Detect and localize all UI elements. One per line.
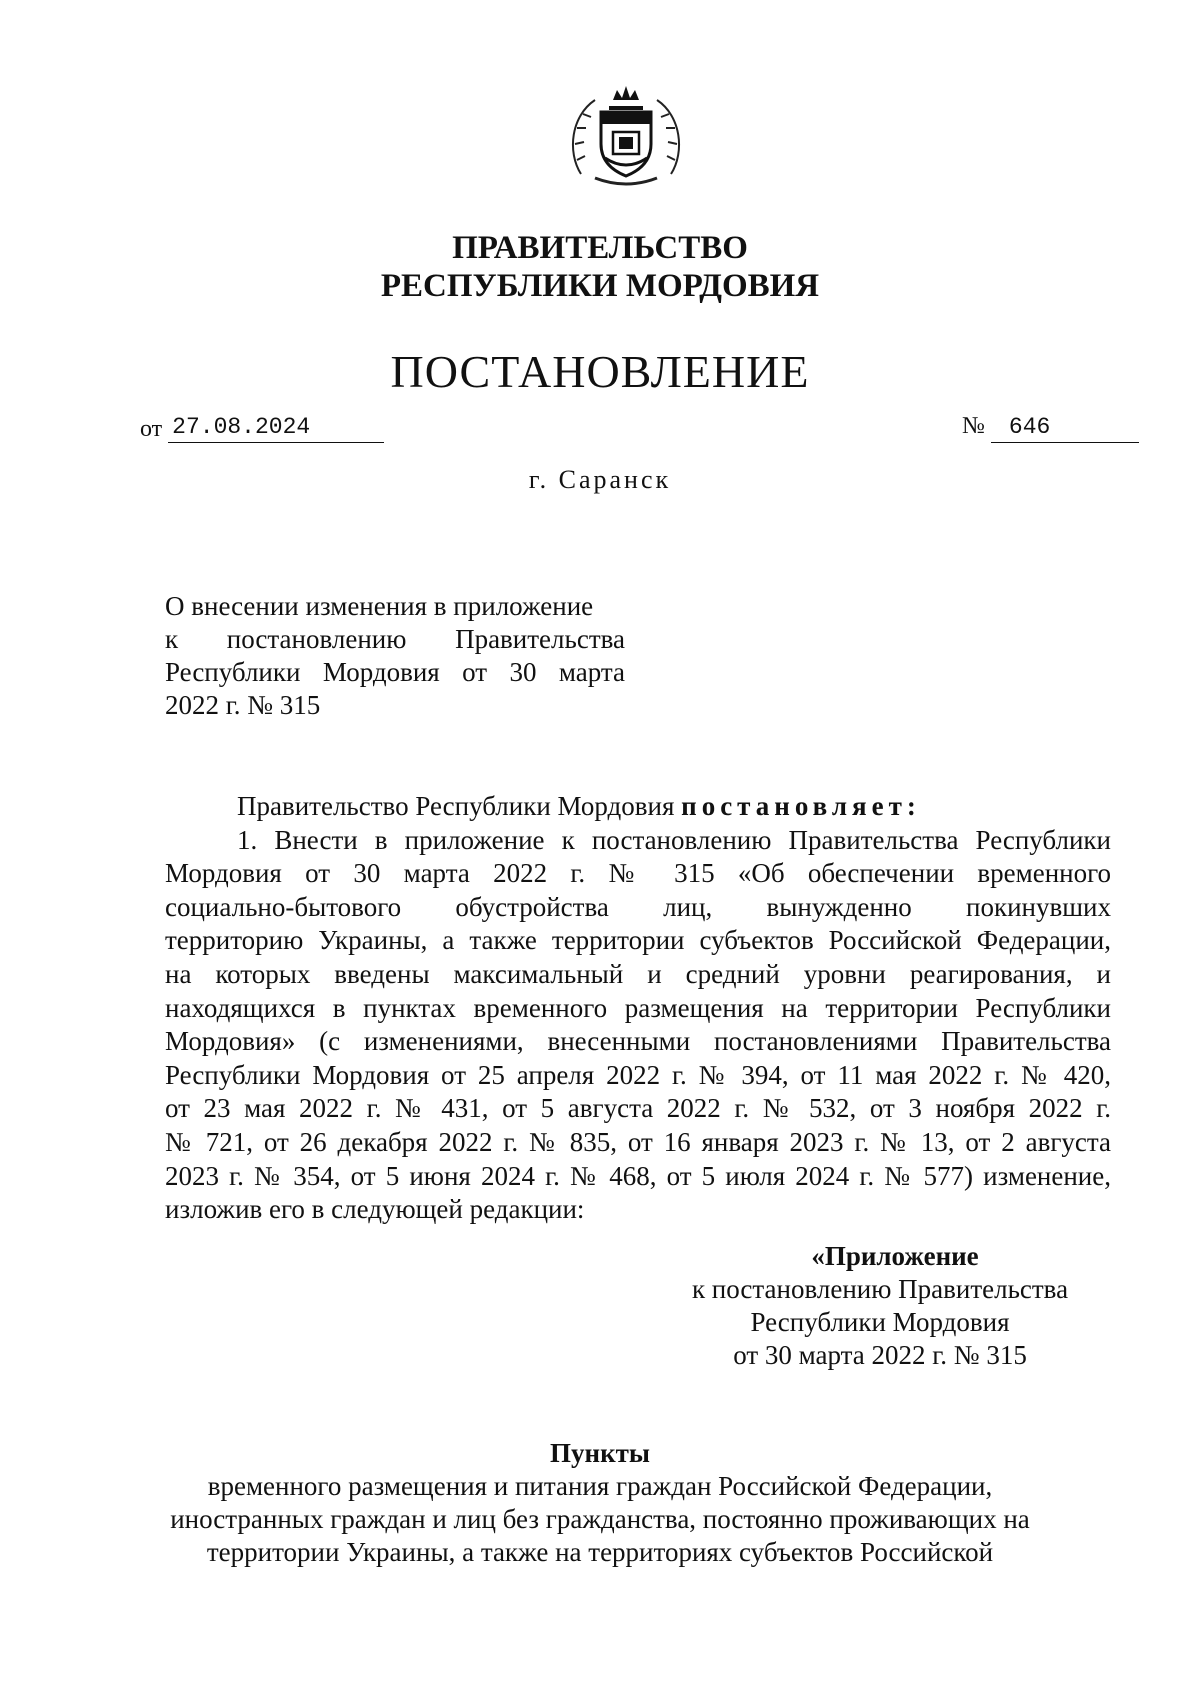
- body-line: территорию Украины, а также территории субъектов Российской Федерации,: [165, 925, 1111, 956]
- body-line: находящихся в пунктах временного размещения на территории Республики: [165, 992, 1111, 1023]
- intro-decree-word: постановляет:: [681, 791, 921, 821]
- body-line: Республики Мордовия от 25 апреля 2022 г. № 394, от 11 мая 2022 г. № 420,: [165, 1059, 1111, 1090]
- points-line: иностранных граждан и лиц без гражданства, постоянно проживающих на: [170, 1504, 1030, 1534]
- subject-block: [165, 590, 625, 722]
- subject-line: к постановлению Правительства: [165, 624, 625, 654]
- subject-line: Республики Мордовия от 30 марта: [165, 657, 625, 687]
- body-line: № 721, от 26 декабря 2022 г. № 835, от 16 января 2023 г. № 13, от 2 августа: [165, 1126, 1111, 1157]
- number-row: [962, 412, 1139, 443]
- points-section: [0, 1437, 1200, 1569]
- number-prefix: №: [962, 413, 985, 439]
- body-line: Мордовия от 30 марта 2022 г. № 315 «Об обеспечении временного: [165, 858, 1111, 889]
- appendix-header: [660, 1240, 1100, 1372]
- body-line: Мордовия» (с изменениями, внесенными постановлениями Правительства: [165, 1026, 1111, 1057]
- government-title-line1: ПРАВИТЕЛЬСТВО: [452, 230, 748, 266]
- points-line: временного размещения и питания граждан Российской Федерации,: [207, 1471, 993, 1501]
- intro-text: Правительство Республики Мордовия: [237, 791, 675, 821]
- document-type: ПОСТАНОВЛЕНИЕ: [390, 346, 810, 397]
- date-prefix: от: [140, 416, 163, 442]
- government-title-line2: РЕСПУБЛИКИ МОРДОВИЯ: [380, 268, 820, 304]
- points-line: территории Украины, а также на территориях субъектов Российской: [206, 1537, 994, 1567]
- subject-line: 2022 г. № 315: [165, 690, 321, 720]
- body-text: [165, 790, 1111, 1227]
- appendix-title: «Приложение: [811, 1241, 979, 1271]
- intro-line: [165, 790, 1111, 824]
- city: г. Саранск: [528, 465, 672, 494]
- date-row: [140, 412, 384, 443]
- appendix-line: к постановлению Правительства: [691, 1274, 1069, 1304]
- coat-of-arms-icon: [565, 82, 687, 190]
- date-value: 27.08.2024: [168, 412, 384, 443]
- body-line: от 23 мая 2022 г. № 431, от 5 августа 2022 г. № 532, от 3 ноября 2022 г.: [165, 1093, 1111, 1124]
- body-line: социально-бытового обустройства лиц, вынужденно покинувших: [165, 891, 1111, 922]
- number-value: 646: [991, 412, 1139, 443]
- subject-line: О внесении изменения в приложение: [165, 591, 594, 621]
- points-title: Пункты: [550, 1438, 650, 1468]
- appendix-line: Республики Мордовия: [750, 1307, 1010, 1337]
- body-line: на которых введены максимальный и средний уровни реагирования, и: [165, 958, 1111, 989]
- body-line: изложив его в следующей редакции:: [165, 1194, 585, 1225]
- appendix-line: от 30 марта 2022 г. № 315: [733, 1340, 1027, 1370]
- body-line: 1. Внести в приложение к постановлению Правительства Республики: [237, 824, 1111, 855]
- body-line: 2023 г. № 354, от 5 июня 2024 г. № 468, от 5 июля 2024 г. № 577) изменение,: [165, 1160, 1111, 1191]
